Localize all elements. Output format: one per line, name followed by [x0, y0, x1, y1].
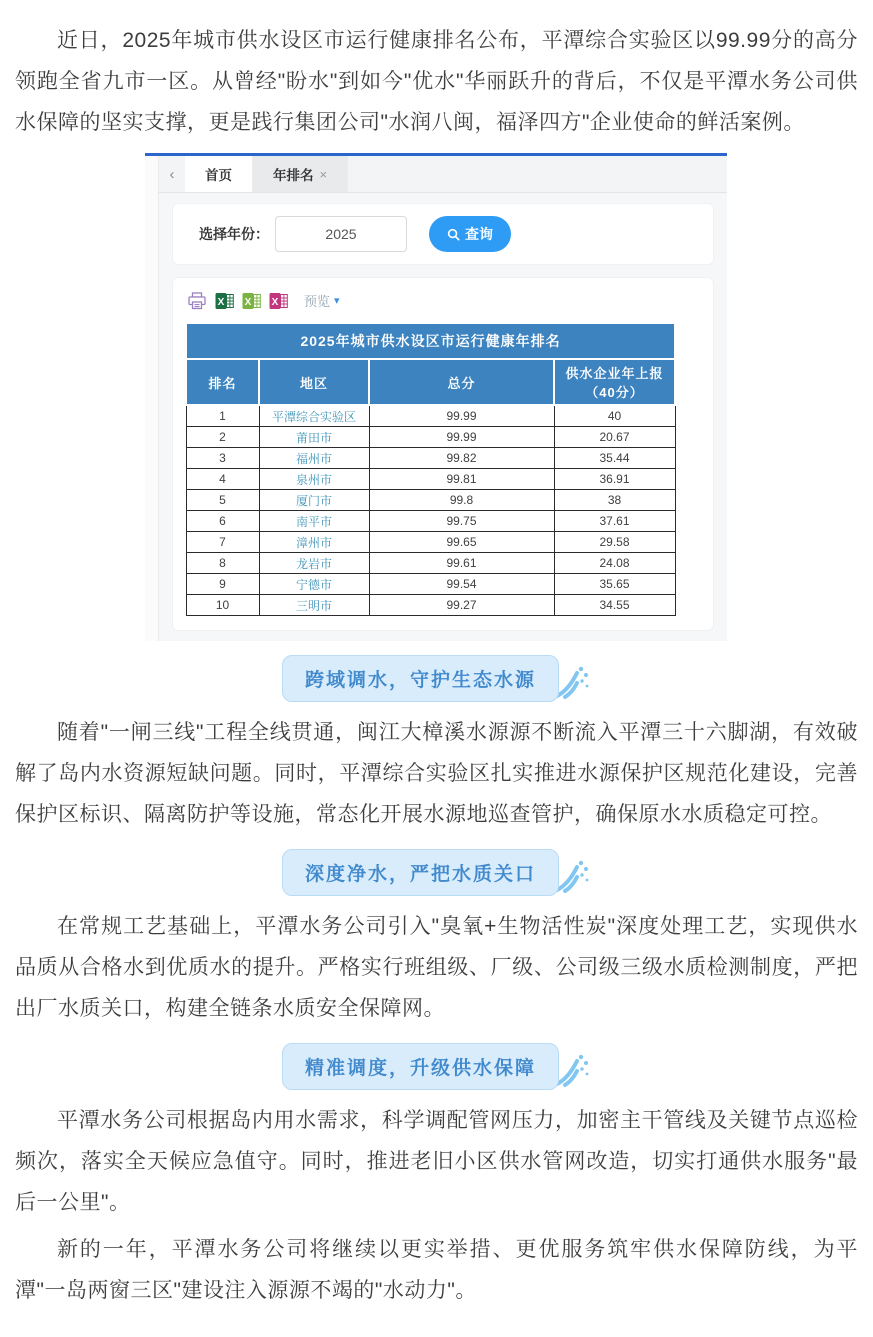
- score-cell: 99.8: [369, 490, 554, 511]
- section-heading-row-3: [15, 1043, 858, 1090]
- table-row: [186, 511, 675, 532]
- score-cell: 99.82: [369, 448, 554, 469]
- column-header-total-score: 总分: [369, 359, 554, 405]
- excel-export-icon-olive[interactable]: [242, 292, 261, 310]
- excel-export-icon-green[interactable]: [215, 292, 234, 310]
- report-cell: 35.44: [554, 448, 675, 469]
- chevron-down-icon: ▾: [334, 295, 340, 307]
- ranking-table-panel: [172, 277, 714, 631]
- score-cell: 99.61: [369, 553, 554, 574]
- report-cell: 24.08: [554, 553, 675, 574]
- tab-year-ranking[interactable]: [253, 156, 348, 192]
- rank-cell: 3: [186, 448, 259, 469]
- excel-export-icon-magenta[interactable]: [269, 292, 288, 310]
- table-header-row: [186, 359, 675, 405]
- report-cell: 20.67: [554, 427, 675, 448]
- table-row: [186, 574, 675, 595]
- table-title-row: [186, 323, 675, 359]
- city-link-cell[interactable]: 宁德市: [259, 574, 369, 595]
- city-link-cell[interactable]: 平潭综合实验区: [259, 405, 369, 427]
- query-button-label: 查询: [465, 226, 493, 242]
- rank-cell: 8: [186, 553, 259, 574]
- city-link-cell[interactable]: 三明市: [259, 595, 369, 616]
- query-form-panel: [172, 203, 714, 265]
- section-heading-row-1: [15, 655, 858, 702]
- rank-cell: 1: [186, 405, 259, 427]
- tab-home-label: 首页: [205, 168, 232, 183]
- printer-icon[interactable]: [187, 292, 207, 310]
- city-link-cell[interactable]: 莆田市: [259, 427, 369, 448]
- report-cell: 38: [554, 490, 675, 511]
- city-link-cell[interactable]: 龙岩市: [259, 553, 369, 574]
- table-row: [186, 595, 675, 616]
- svg-text:X: X: [217, 296, 225, 308]
- score-cell: 99.75: [369, 511, 554, 532]
- table-row: [186, 448, 675, 469]
- rank-cell: 6: [186, 511, 259, 532]
- svg-text:X: X: [244, 296, 252, 308]
- city-link-cell[interactable]: 福州市: [259, 448, 369, 469]
- city-link-cell[interactable]: 泉州市: [259, 469, 369, 490]
- table-row: [186, 490, 675, 511]
- score-cell: 99.99: [369, 405, 554, 427]
- tab-bar: [159, 156, 727, 193]
- section-badge-water-purification: 深度净水，严把水质关口: [282, 849, 559, 896]
- section-badge-precise-dispatch: 精准调度，升级供水保障: [282, 1043, 559, 1090]
- paragraph-intro: 近日，2025年城市供水设区市运行健康排名公布，平潭综合实验区以99.99分的高分领跑全省九市一区。从曾经"盼水"到如今"优水"华丽跃升的背后，不仅是平潭水务公司供水保障的坚实支撑，更是践行集团公司"水润八闽，福泽四方"企业使命的鲜活案例。: [15, 29, 858, 134]
- export-toolbar: [185, 291, 701, 310]
- year-select-label: 选择年份：: [199, 226, 269, 242]
- section-badge-water-diversion: 跨域调水，守护生态水源: [282, 655, 559, 702]
- paragraph-dispatch: 平潭水务公司根据岛内用水需求，科学调配管网压力，加密主干管线及关键节点巡检频次，落实全天候应急值守。同时，推进老旧小区供水管网改造，切实打通供水服务"最后一公里"。: [15, 1109, 858, 1214]
- table-row: [186, 405, 675, 427]
- paragraph-water-purification: 在常规工艺基础上，平潭水务公司引入"臭氧+生物活性炭"深度处理工艺，实现供水品质从合格水到优质水的提升。严格实行班组级、厂级、公司级三级水质检测制度，严把出厂水质关口，构建全链条水质安全保障网。: [15, 915, 858, 1020]
- tab-scroll-left-icon[interactable]: ‹: [169, 165, 175, 183]
- report-cell: 35.65: [554, 574, 675, 595]
- embedded-screenshot: [145, 153, 727, 641]
- table-body: [186, 405, 675, 616]
- paragraph-closing: 新的一年，平潭水务公司将继续以更实举措、更优服务筑牢供水保障防线，为平潭"一岛两窗三区"建设注入源源不竭的"水动力"。: [15, 1238, 858, 1302]
- svg-text:X: X: [271, 296, 279, 308]
- score-cell: 99.65: [369, 532, 554, 553]
- section-heading-row-2: [15, 849, 858, 896]
- city-link-cell[interactable]: 南平市: [259, 511, 369, 532]
- preview-label: 预览: [304, 294, 331, 309]
- paragraph-water-diversion: 随着"一闸三线"工程全线贯通，闽江大樟溪水源源不断流入平潭三十六脚湖，有效破解了岛内水资源短缺问题。同时，平潭综合实验区扎实推进水源保护区规范化建设，完善保护区标识、隔离防护等设施，常态化开展水源地巡查管护，确保原水水质稳定可控。: [15, 721, 858, 826]
- table-row: [186, 427, 675, 448]
- column-header-region: 地区: [259, 359, 369, 405]
- report-cell: 40: [554, 405, 675, 427]
- table-title: 2025年城市供水设区市运行健康年排名: [186, 323, 675, 359]
- tab-home[interactable]: [185, 156, 253, 192]
- column-header-annual-report: 供水企业年上报（40分）: [554, 359, 675, 405]
- report-cell: 37.61: [554, 511, 675, 532]
- table-row: [186, 532, 675, 553]
- report-cell: 36.91: [554, 469, 675, 490]
- rank-cell: 9: [186, 574, 259, 595]
- score-cell: 99.54: [369, 574, 554, 595]
- report-cell: 29.58: [554, 532, 675, 553]
- city-link-cell[interactable]: 厦门市: [259, 490, 369, 511]
- rank-cell: 10: [186, 595, 259, 616]
- score-cell: 99.99: [369, 427, 554, 448]
- rank-cell: 4: [186, 469, 259, 490]
- tab-close-icon[interactable]: ×: [319, 166, 328, 182]
- table-row: [186, 553, 675, 574]
- report-cell: 34.55: [554, 595, 675, 616]
- search-icon: [447, 228, 460, 241]
- preview-dropdown[interactable]: [304, 291, 340, 310]
- score-cell: 99.27: [369, 595, 554, 616]
- score-cell: 99.81: [369, 469, 554, 490]
- year-input[interactable]: [275, 216, 407, 252]
- tab-year-ranking-label: 年排名: [273, 168, 314, 183]
- rank-cell: 2: [186, 427, 259, 448]
- rank-cell: 7: [186, 532, 259, 553]
- ranking-table: [185, 322, 676, 616]
- column-header-rank: 排名: [186, 359, 259, 405]
- sidebar-sliver: [145, 156, 159, 641]
- query-button[interactable]: [429, 216, 511, 252]
- rank-cell: 5: [186, 490, 259, 511]
- table-row: [186, 469, 675, 490]
- city-link-cell[interactable]: 漳州市: [259, 532, 369, 553]
